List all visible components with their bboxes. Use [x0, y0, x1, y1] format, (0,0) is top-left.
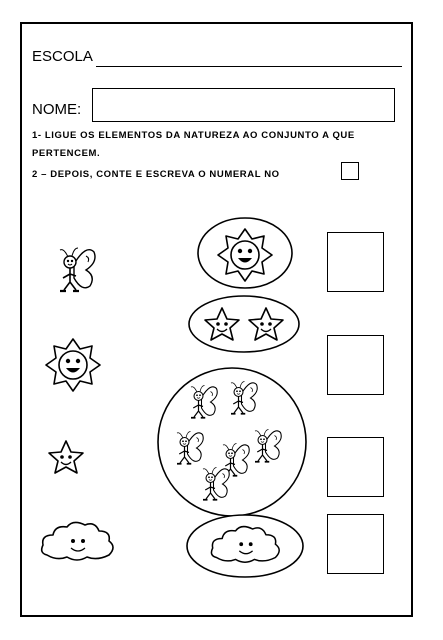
sun-icon[interactable] [38, 330, 108, 400]
name-label: NOME: [32, 101, 82, 118]
instruction-1: 1- LIGUE OS ELEMENTOS DA NATUREZA AO CONJUNTO A QUE [32, 130, 355, 141]
answer-box-2[interactable] [327, 335, 384, 395]
answer-box-1[interactable] [327, 232, 384, 292]
answer-box-4[interactable] [327, 514, 384, 574]
butterfly-set[interactable] [152, 362, 312, 522]
numeral-box-example [341, 162, 359, 180]
star-set[interactable] [184, 293, 304, 357]
instruction-1-cont: PERTENCEM. [32, 148, 101, 159]
cloud-icon[interactable] [32, 515, 122, 575]
name-field[interactable] [92, 88, 395, 122]
butterfly-icon[interactable] [42, 240, 102, 310]
cloud-set[interactable] [183, 512, 307, 580]
school-label: ESCOLA [32, 48, 93, 65]
sun-set[interactable] [195, 215, 295, 291]
instruction-2: 2 – DEPOIS, CONTE E ESCREVA O NUMERAL NO [32, 169, 280, 180]
answer-box-3[interactable] [327, 437, 384, 497]
star-icon[interactable] [44, 438, 88, 478]
school-field-line[interactable] [96, 66, 402, 67]
